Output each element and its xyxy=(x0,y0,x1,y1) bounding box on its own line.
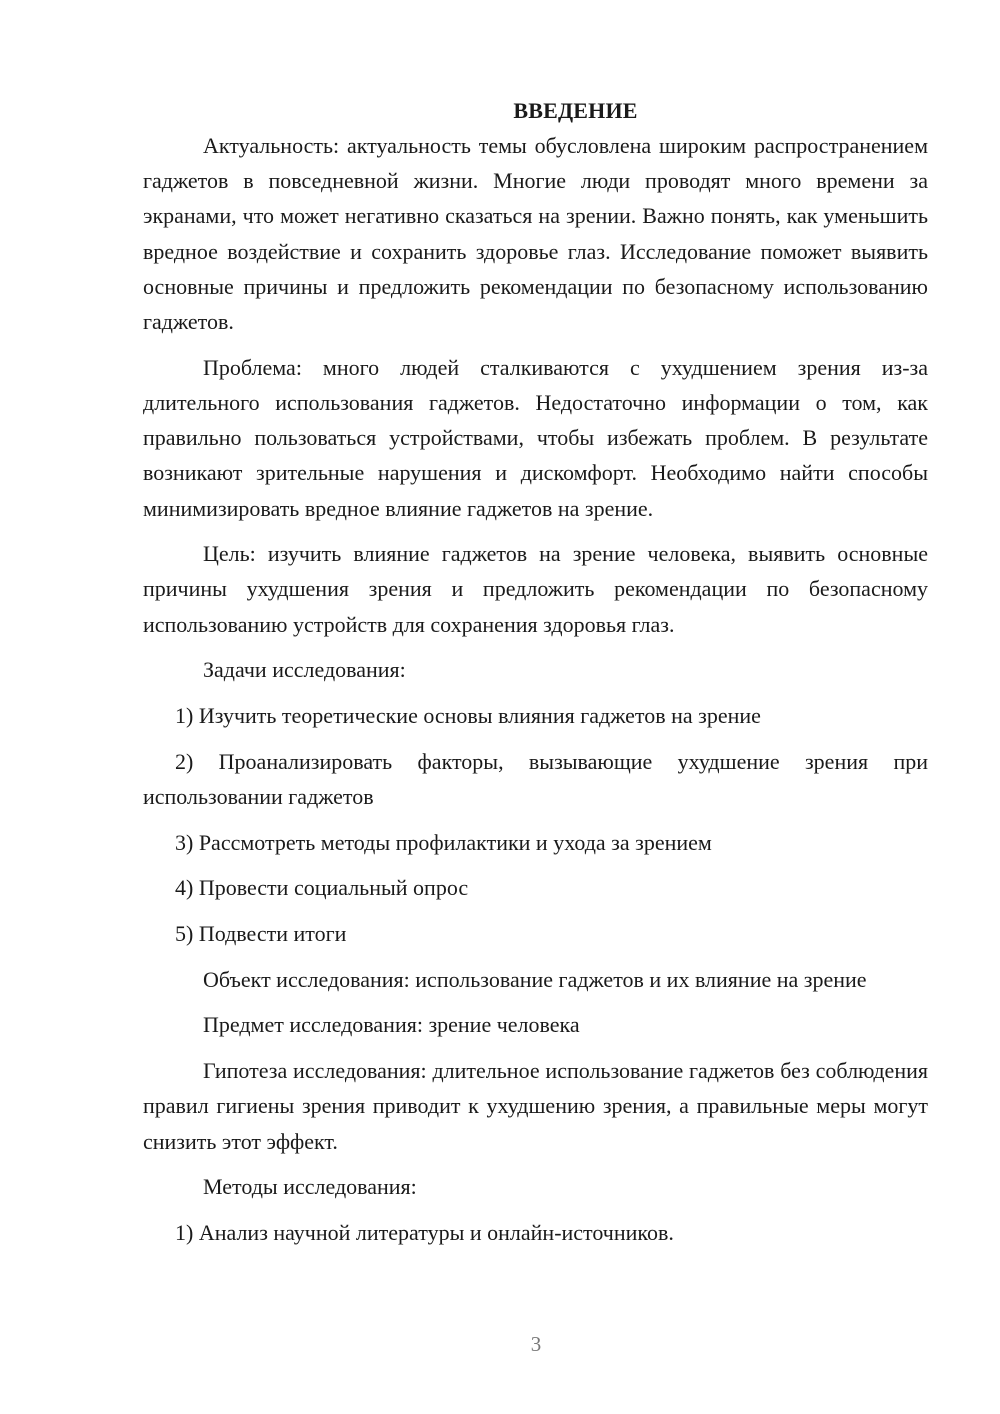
paragraph-goal: Цель: изучить влияние гаджетов на зрение человека, выявить основные причины ухудшения зрения и предложить рекомендации по безопасному использованию устройств для сохранения здоровья глаз. xyxy=(143,541,928,637)
task-item-5: 5) Подвести итоги xyxy=(175,921,347,947)
page-title: ВВЕДЕНИЕ xyxy=(513,98,638,123)
page-number: 3 xyxy=(530,1332,542,1356)
task-item-1: 1) Изучить теоретические основы влияния гаджетов на зрение xyxy=(175,703,761,729)
paragraph-subject: Предмет исследования: зрение человека xyxy=(203,1012,580,1038)
paragraph-relevance: Актуальность: актуальность темы обусловлена широким распространением гаджетов в повседневной жизни. Многие люди проводят много времени за экранами, что может негативно сказаться на зрении. Важно понять, как уменьшить вредное воздействие и сохранить здоровье глаз. Исследование поможет выявить основные причины и предложить рекомендации по безопасному использованию гаджетов. xyxy=(143,133,928,335)
task-item-3: 3) Рассмотреть методы профилактики и ухода за зрением xyxy=(175,829,712,855)
document-page xyxy=(143,93,928,1250)
task-item-4: 4) Провести социальный опрос xyxy=(175,875,469,901)
paragraph-hypothesis: Гипотеза исследования: длительное использование гаджетов без соблюдения правил гигиены зрения приводит к ухудшению зрения, а правильные меры могут снизить этот эффект. xyxy=(143,1058,928,1154)
paragraph-problem: Проблема: много людей сталкиваются с ухудшением зрения из-за длительного использования гаджетов. Недостаточно информации о том, как правильно пользоваться устройствами, чтобы избежать проблем. В результате возникают зрительные нарушения и дискомфорт. Необходимо найти способы минимизировать вредное влияние гаджетов на зрение. xyxy=(143,354,928,521)
paragraph-object: Объект исследования: использование гаджетов и их влияние на зрение xyxy=(203,966,867,992)
task-item-2: 2) Проанализировать факторы, вызывающие ухудшение зрения при использовании гаджетов xyxy=(143,748,928,809)
methods-title: Методы исследования: xyxy=(203,1174,417,1200)
tasks-title: Задачи исследования: xyxy=(203,657,406,683)
method-item-1: 1) Анализ научной литературы и онлайн-источников. xyxy=(175,1219,674,1245)
